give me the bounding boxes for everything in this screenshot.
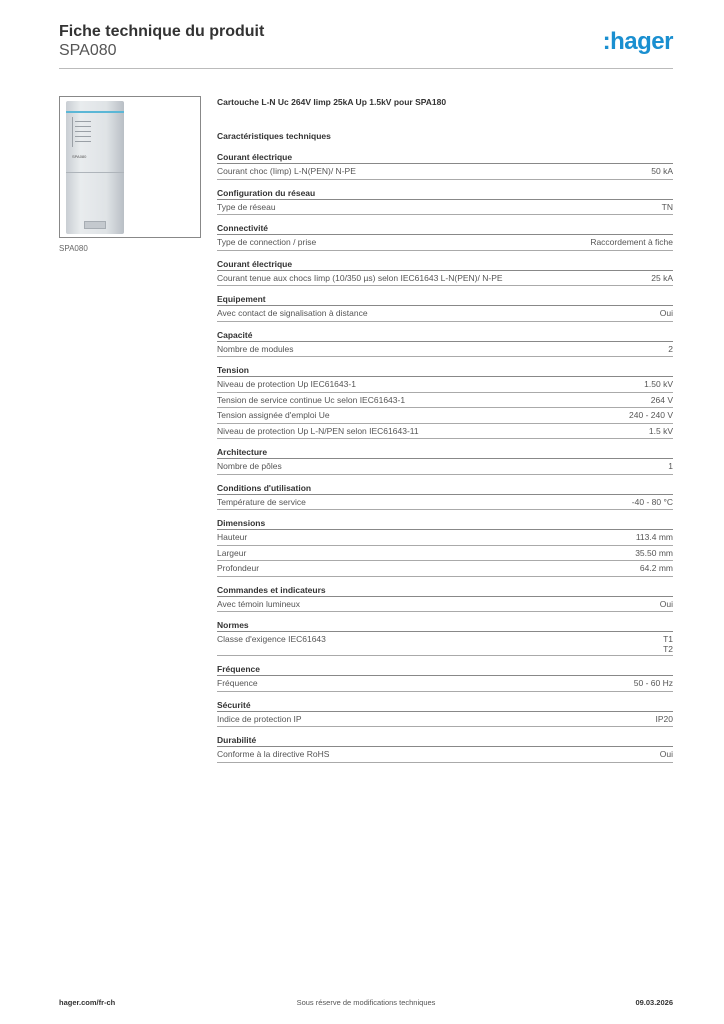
image-caption: SPA080 bbox=[59, 244, 88, 253]
spec-row bbox=[217, 164, 673, 180]
spec-value: 1.5 kV bbox=[648, 425, 673, 436]
spec-row bbox=[217, 271, 673, 287]
spec-group-title: Configuration du réseau bbox=[217, 187, 673, 200]
spec-value: Oui bbox=[659, 598, 673, 609]
spec-row bbox=[217, 306, 673, 322]
spec-value: 50 kA bbox=[651, 166, 673, 176]
spec-group bbox=[217, 699, 673, 728]
spec-label: Largeur bbox=[217, 547, 247, 558]
spec-row bbox=[217, 530, 673, 546]
spec-label: Tension assignée d'emploi Ue bbox=[217, 410, 330, 420]
spec-row bbox=[217, 632, 673, 656]
spec-label: Fréquence bbox=[217, 678, 258, 688]
product-image bbox=[59, 96, 201, 238]
spec-group-title: Tension bbox=[217, 364, 673, 377]
spec-row bbox=[217, 235, 673, 251]
footer-date: 09.03.2026 bbox=[635, 998, 673, 1007]
spec-value: 25 kA bbox=[651, 272, 673, 283]
spec-value: Raccordement à fiche bbox=[590, 237, 673, 247]
product-code: SPA080 bbox=[59, 42, 117, 59]
spec-value: IP20 bbox=[655, 713, 673, 724]
spec-row bbox=[217, 200, 673, 216]
device-stripe bbox=[66, 111, 124, 113]
section-heading: Caractéristiques techniques bbox=[217, 131, 331, 141]
spec-group bbox=[217, 329, 673, 358]
spec-row bbox=[217, 342, 673, 358]
page-header bbox=[59, 22, 673, 60]
spec-label: Nombre de pôles bbox=[217, 461, 282, 471]
spec-row bbox=[217, 495, 673, 511]
product-description: Cartouche L-N Uc 264V Iimp 25kA Up 1.5kV pour SPA180 bbox=[217, 97, 447, 107]
footer-website: hager.com/fr-ch bbox=[59, 998, 116, 1007]
device-tab bbox=[84, 221, 106, 229]
spec-group bbox=[217, 517, 673, 577]
spec-label: Niveau de protection Up IEC61643-1 bbox=[217, 379, 356, 389]
spec-value: 1 bbox=[668, 461, 673, 471]
spec-label: Avec contact de signalisation à distance bbox=[217, 308, 368, 318]
spec-group-title: Capacité bbox=[217, 329, 673, 342]
spec-label: Courant tenue aux chocs Iimp (10/350 µs) selon IEC61643 L-N(PEN)/ N-PE bbox=[217, 272, 503, 283]
spec-group-title: Dimensions bbox=[217, 517, 673, 530]
spec-label: Hauteur bbox=[217, 532, 248, 542]
spec-row bbox=[217, 712, 673, 728]
device-illustration bbox=[66, 101, 124, 234]
footer-notice: Sous réserve de modifications techniques bbox=[296, 998, 436, 1007]
spec-group bbox=[217, 734, 673, 763]
spec-label: Niveau de protection Up L-N/PEN selon IEC61643-11 bbox=[217, 425, 419, 436]
spec-group bbox=[217, 293, 673, 322]
spec-group bbox=[217, 364, 673, 439]
spec-label: Type de connection / prise bbox=[217, 237, 317, 247]
spec-value: 2 bbox=[668, 343, 673, 354]
spec-group-title: Commandes et indicateurs bbox=[217, 584, 673, 597]
spec-label: Conforme à la directive RoHS bbox=[217, 749, 330, 759]
spec-group-title: Courant électrique bbox=[217, 151, 673, 164]
device-mark: SPA080 bbox=[72, 154, 87, 159]
spec-group bbox=[217, 222, 673, 251]
spec-group bbox=[217, 619, 673, 656]
spec-row bbox=[217, 597, 673, 613]
spec-row bbox=[217, 459, 673, 475]
spec-label: Type de réseau bbox=[217, 201, 276, 212]
spec-label: Avec témoin lumineux bbox=[217, 598, 300, 609]
spec-group-title: Sécurité bbox=[217, 699, 673, 712]
spec-group bbox=[217, 151, 673, 180]
spec-label: Nombre de modules bbox=[217, 343, 294, 354]
spec-group-title: Equipement bbox=[217, 293, 673, 306]
spec-group-title: Fréquence bbox=[217, 663, 673, 676]
spec-value: 1.50 kV bbox=[644, 379, 673, 389]
header-divider bbox=[59, 68, 673, 69]
device-label-area bbox=[72, 117, 96, 147]
spec-content bbox=[217, 96, 673, 763]
spec-row bbox=[217, 561, 673, 577]
spec-value: 264 V bbox=[650, 394, 673, 405]
device-join-line bbox=[66, 172, 124, 173]
spec-value: 50 - 60 Hz bbox=[633, 678, 673, 688]
spec-label: Température de service bbox=[217, 496, 306, 507]
spec-group-title: Normes bbox=[217, 619, 673, 632]
spec-group-title: Courant électrique bbox=[217, 258, 673, 271]
spec-label: Classe d'exigence IEC61643 bbox=[217, 634, 326, 644]
spec-label: Tension de service continue Uc selon IEC61643-1 bbox=[217, 394, 406, 405]
spec-group-title: Connectivité bbox=[217, 222, 673, 235]
spec-group bbox=[217, 187, 673, 216]
spec-label: Profondeur bbox=[217, 563, 260, 573]
spec-row bbox=[217, 393, 673, 409]
spec-label: Courant choc (Iimp) L-N(PEN)/ N-PE bbox=[217, 166, 356, 176]
spec-row bbox=[217, 546, 673, 562]
spec-value: Oui bbox=[659, 308, 673, 318]
hager-logo: :hager bbox=[602, 28, 673, 55]
spec-group bbox=[217, 663, 673, 692]
spec-group bbox=[217, 584, 673, 613]
spec-group bbox=[217, 482, 673, 511]
spec-value: Oui bbox=[659, 749, 673, 759]
spec-group-title: Durabilité bbox=[217, 734, 673, 747]
spec-row bbox=[217, 408, 673, 424]
spec-value: 35.50 mm bbox=[635, 547, 673, 558]
spec-value: 113.4 mm bbox=[635, 532, 673, 542]
spec-group-title: Architecture bbox=[217, 446, 673, 459]
spec-value: 64.2 mm bbox=[639, 563, 673, 573]
spec-label: Indice de protection IP bbox=[217, 713, 302, 724]
spec-value: T1 T2 bbox=[663, 634, 673, 654]
spec-row bbox=[217, 676, 673, 692]
spec-value: 240 - 240 V bbox=[629, 410, 673, 420]
page-title: Fiche technique du produit bbox=[59, 23, 265, 40]
spec-row bbox=[217, 424, 673, 440]
spec-row bbox=[217, 377, 673, 393]
spec-row bbox=[217, 747, 673, 763]
spec-group-title: Conditions d'utilisation bbox=[217, 482, 673, 495]
spec-groups bbox=[217, 151, 673, 763]
spec-value: -40 - 80 °C bbox=[631, 496, 673, 507]
spec-group bbox=[217, 446, 673, 475]
spec-value: TN bbox=[661, 201, 673, 212]
spec-group bbox=[217, 258, 673, 287]
